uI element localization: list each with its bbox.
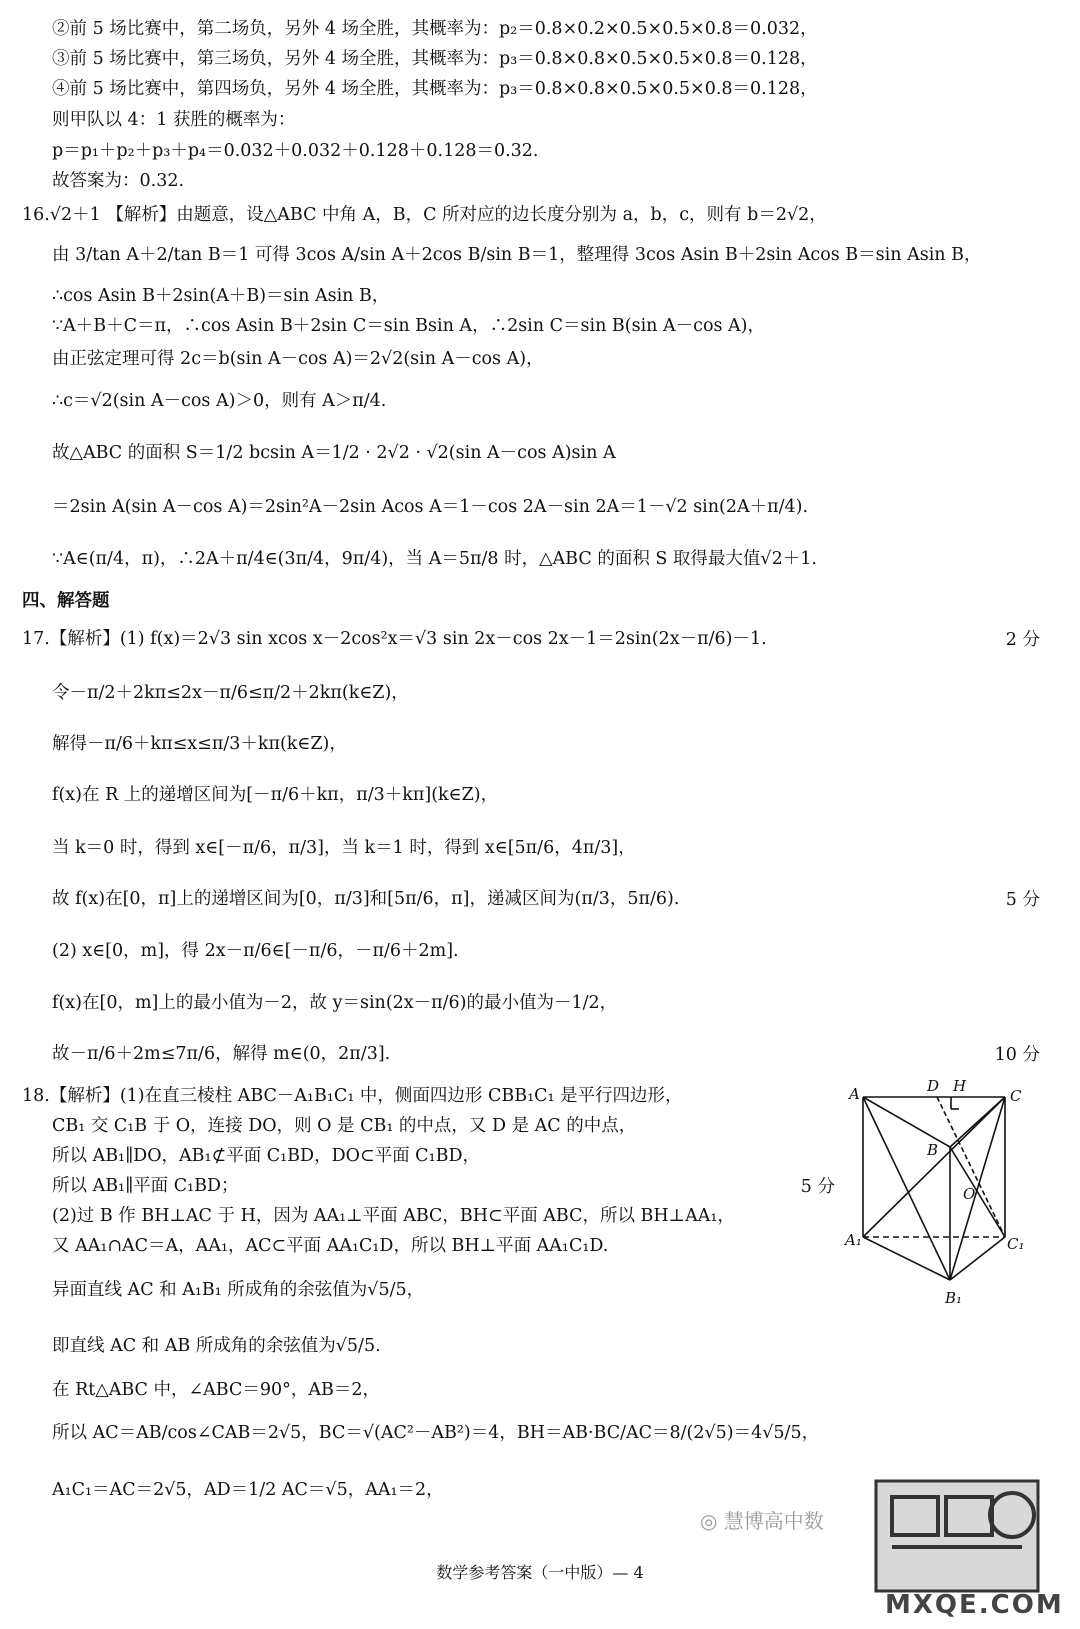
score-mark: 5 分 [800, 1177, 835, 1197]
text-line: 所以 AC＝AB/cos∠CAB＝2√5，BC＝√(AC²－AB²)＝4，BH＝AB·BC/AC＝8/(2√5)＝4√5/5， [52, 1423, 820, 1443]
text-line: ∴c＝√2(sin A－cos A)＞0，则有 A＞π/4. [52, 391, 387, 411]
text-line: 故－π/6＋2m≤7π/6，解得 m∈(0，2π/3]. [52, 1044, 391, 1064]
page-footer: 数学参考答案（一中版）— 4 [436, 1563, 644, 1582]
figure-label: O [963, 1185, 976, 1203]
figure-label: C₁ [1007, 1235, 1025, 1253]
prism-figure [845, 1075, 1055, 1315]
text-line: 即直线 AC 和 AB 所成角的余弦值为√5/5. [52, 1336, 381, 1356]
text-line: 故△ABC 的面积 S＝1/2 bcsin A＝1/2 · 2√2 · √2(sin A－cos A)sin A [52, 443, 616, 463]
text-line: 令－π/2＋2kπ≤2x－π/6≤π/2＋2kπ(k∈Z)， [52, 683, 409, 703]
text-line: 由正弦定理可得 2c＝b(sin A－cos A)＝2√2(sin A－cos A)， [52, 349, 544, 369]
figure-label: A [849, 1085, 860, 1103]
figure-label: B [927, 1141, 939, 1159]
wechat-icon: ◎ [700, 1509, 718, 1533]
text-line: ∴cos Asin B＋2sin(A＋B)＝sin Asin B， [52, 286, 390, 306]
text-line: ②前 5 场比赛中，第二场负，另外 4 场全胜，其概率为：p₂＝0.8×0.2×0.5×0.5×0.8＝0.032， [52, 19, 818, 39]
text-line: 故答案为：0.32. [52, 171, 185, 191]
text-line: 在 Rt△ABC 中，∠ABC＝90°，AB＝2， [52, 1380, 381, 1400]
problem-17-heading: 17.【解析】(1) f(x)＝2√3 sin xcos x－2cos²x＝√3 sin 2x－cos 2x－1＝2sin(2x－π/6)－1. [22, 629, 767, 649]
score-mark: 5 分 [1005, 890, 1040, 910]
figure-label: B₁ [945, 1289, 963, 1307]
problem-16-heading: 16.√2＋1 【解析】由题意，设△ABC 中角 A，B，C 所对应的边长度分别为 a，b，c，则有 b＝2√2， [22, 205, 827, 225]
text-line: 则甲队以 4：1 获胜的概率为： [52, 110, 296, 130]
wechat-watermark: ◎ 慧博高中数 [700, 1509, 824, 1533]
text-line: 所以 AB₁∥平面 C₁BD； [52, 1176, 239, 1196]
text-line: (2) x∈[0，m]，得 2x－π/6∈[－π/6，－π/6＋2m]. [52, 941, 459, 961]
text-line: ∵A＋B＋C＝π，∴cos Asin B＋2sin C＝sin Bsin A，∴2sin C＝sin B(sin A－cos A)， [52, 316, 765, 336]
score-mark: 10 分 [994, 1045, 1040, 1065]
watermark-text: MXQE.COM [885, 1590, 1064, 1620]
text-line: ∵A∈(π/4，π)，∴2A＋π/4∈(3π/4，9π/4)，当 A＝5π/8 时，△ABC 的面积 S 取得最大值√2＋1. [52, 549, 817, 569]
text-line: 解得－π/6＋kπ≤x≤π/3＋kπ(k∈Z)， [52, 734, 347, 754]
figure-label: D [927, 1077, 940, 1095]
text-line: p＝p₁＋p₂＋p₃＋p₄＝0.032＋0.032＋0.128＋0.128＝0.32. [52, 141, 539, 161]
section-heading: 四、解答题 [22, 591, 110, 611]
figure-label: C [1010, 1087, 1022, 1105]
text-line: ＝2sin A(sin A－cos A)＝2sin²A－2sin Acos A＝1－cos 2A－sin 2A＝1－√2 sin(2A＋π/4). [52, 497, 809, 517]
score-mark: 2 分 [1005, 630, 1040, 650]
text-line: 异面直线 AC 和 A₁B₁ 所成角的余弦值为√5/5， [52, 1280, 425, 1300]
text-line: 所以 AB₁∥DO，AB₁⊄平面 C₁BD，DO⊂平面 C₁BD， [52, 1146, 480, 1166]
text-line: CB₁ 交 C₁B 于 O，连接 DO，则 O 是 CB₁ 的中点，又 D 是 AC 的中点， [52, 1116, 637, 1136]
text-line: 当 k＝0 时，得到 x∈[－π/6，π/3]，当 k＝1 时，得到 x∈[5π/6，4π/3]， [52, 838, 636, 858]
text-line: 故 f(x)在[0，π]上的递增区间为[0，π/3]和[5π/6，π]，递减区间为(π/3，5π/6). [52, 889, 680, 909]
text-line: f(x)在[0，m]上的最小值为－2，故 y＝sin(2x－π/6)的最小值为－1/2， [52, 993, 618, 1013]
text-line: ④前 5 场比赛中，第四场负，另外 4 场全胜，其概率为：p₃＝0.8×0.8×0.5×0.5×0.8＝0.128， [52, 79, 818, 99]
text-line: A₁C₁＝AC＝2√5，AD＝1/2 AC＝√5，AA₁＝2， [52, 1480, 444, 1500]
problem-18-heading: 18.【解析】(1)在直三棱柱 ABC－A₁B₁C₁ 中，侧面四边形 CBB₁C₁ 是平行四边形， [22, 1086, 683, 1106]
figure-label: A₁ [845, 1231, 862, 1249]
figure-label: H [953, 1077, 967, 1095]
text-line: (2)过 B 作 BH⊥AC 于 H，因为 AA₁⊥平面 ABC，BH⊂平面 ABC，所以 BH⊥AA₁， [52, 1206, 735, 1226]
text-line: f(x)在 R 上的递增区间为[－π/6＋kπ，π/3＋kπ](k∈Z)， [52, 785, 499, 805]
text-line: ③前 5 场比赛中，第三场负，另外 4 场全胜，其概率为：p₃＝0.8×0.8×0.5×0.5×0.8＝0.128， [52, 49, 818, 69]
text-line: 又 AA₁∩AC＝A，AA₁，AC⊂平面 AA₁C₁D，所以 BH⊥平面 AA₁C₁D. [52, 1236, 609, 1256]
text-line: 由 3/tan A＋2/tan B＝1 可得 3cos A/sin A＋2cos B/sin B＝1，整理得 3cos Asin B＋2sin Acos B＝sin Asin B， [52, 245, 982, 265]
